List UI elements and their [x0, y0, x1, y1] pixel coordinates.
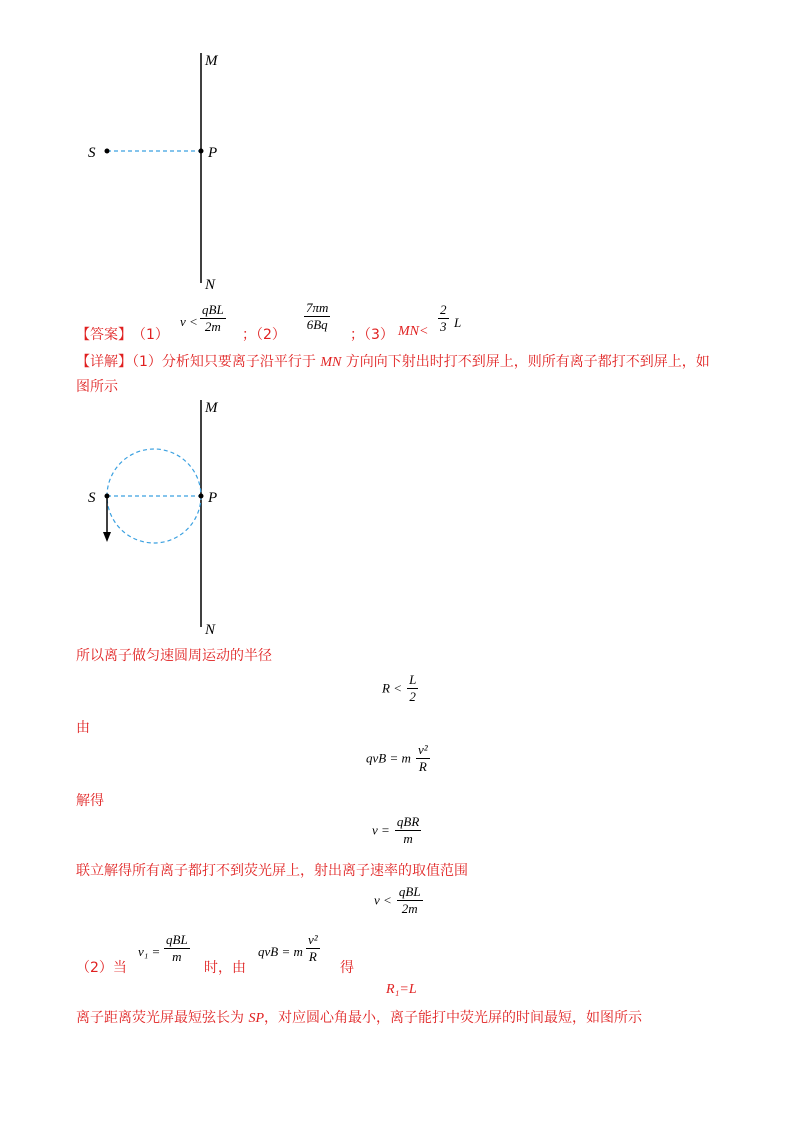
detail-tag: 【详解】 — [76, 354, 132, 370]
figure-1-diagram — [80, 45, 240, 295]
last-sp: SP — [248, 1011, 265, 1026]
figure-2-diagram — [80, 392, 240, 642]
equation-1 — [382, 672, 418, 712]
answer-tag: 【答案】 — [76, 327, 132, 343]
jiede-text: 解得 — [76, 793, 104, 809]
eq3-fraction — [395, 814, 421, 847]
eq1-num: L — [409, 672, 417, 687]
eq1-fraction — [407, 672, 418, 705]
answer-sep2: ；（3） — [350, 327, 394, 343]
answer2-fraction — [304, 300, 330, 333]
answer-sep1: ；（2） — [242, 327, 286, 343]
point-p — [199, 494, 204, 499]
eq2-fraction — [416, 742, 430, 775]
last-b: ，对应圆心角最小，离子能打中荧光屏的时间最短，如图所示 — [264, 1010, 643, 1026]
answer3-num: 2 — [440, 302, 447, 317]
eq1-lhs: R < — [382, 680, 402, 696]
detail-mn: MN — [320, 355, 342, 370]
point-s — [105, 149, 110, 154]
detail-line1-a: （1）分析知只要离子沿平行于 — [132, 354, 321, 370]
detail-line1-b: 方向向下射出时打不到屏上，则所有离子都打不到屏上，如 — [341, 354, 710, 370]
answer3-post: L — [454, 315, 462, 330]
label-m: M — [205, 400, 218, 416]
label-s: S — [88, 145, 96, 161]
eq4-lhs: v < — [374, 892, 392, 908]
part2-v1-den: m — [172, 949, 182, 964]
eq1-den: 2 — [409, 689, 416, 704]
point-p — [199, 149, 204, 154]
answer3-pre: MN< — [398, 324, 429, 339]
answer1-den: 2m — [204, 319, 221, 334]
you-text: 由 — [76, 720, 90, 736]
label-p: P — [208, 490, 218, 506]
answer1-lhs: v < — [180, 314, 198, 329]
eq4-fraction — [397, 884, 423, 917]
part2-v1-fraction — [164, 932, 190, 965]
eq2-lhs: qvB = m — [366, 750, 411, 766]
equation-3 — [372, 814, 421, 854]
label-s: S — [88, 490, 96, 506]
eq3-den: m — [403, 831, 413, 846]
point-s — [105, 494, 110, 499]
part2-eq-num: v² — [308, 932, 318, 947]
part2-line — [76, 932, 776, 976]
answer2-num: 7πm — [306, 300, 329, 315]
answer-line — [76, 302, 776, 342]
detail-line-1 — [76, 351, 776, 371]
answer1-num: qBL — [202, 302, 224, 317]
eq2-num: v² — [417, 742, 428, 757]
label-n: N — [205, 622, 216, 638]
answer1-fraction — [200, 302, 226, 335]
part2-v1: v₁ = — [138, 944, 161, 959]
radius-text: 所以离子做匀速圆周运动的半径 — [76, 648, 272, 664]
answer3-den: 3 — [440, 319, 447, 334]
r1-equation: R₁=L — [386, 982, 417, 997]
velocity-arrow-head — [103, 532, 111, 542]
part2-pre: （2）当 — [76, 960, 127, 976]
eq3-lhs: v = — [372, 822, 390, 838]
answer-part1-label: （1） — [132, 327, 169, 343]
last-a: 离子距离荧光屏最短弦长为 — [76, 1010, 249, 1026]
part2-v1-num: qBL — [166, 932, 188, 947]
part2-eq-den: R — [308, 949, 317, 964]
label-m: M — [205, 53, 218, 69]
equation-4 — [374, 884, 423, 924]
equation-2 — [366, 742, 430, 782]
part2-eq-lhs: qvB = m — [258, 944, 303, 959]
answer3-fraction — [438, 302, 449, 335]
combined-text: 联立解得所有离子都打不到荧光屏上，射出离子速率的取值范围 — [76, 863, 468, 879]
answer2-den: 6Bq — [306, 317, 328, 332]
label-n: N — [205, 277, 216, 293]
last-line — [76, 1007, 776, 1027]
part2-eq-fraction — [306, 932, 320, 965]
eq4-num: qBL — [398, 884, 421, 899]
part2-de: 得 — [340, 960, 354, 976]
part2-shi: 时，由 — [204, 960, 246, 976]
eq2-den: R — [418, 759, 427, 774]
eq4-den: 2m — [401, 901, 418, 916]
label-p: P — [208, 145, 218, 161]
eq3-num: qBR — [396, 814, 420, 829]
detail-line-2: 图所示 — [76, 379, 118, 395]
